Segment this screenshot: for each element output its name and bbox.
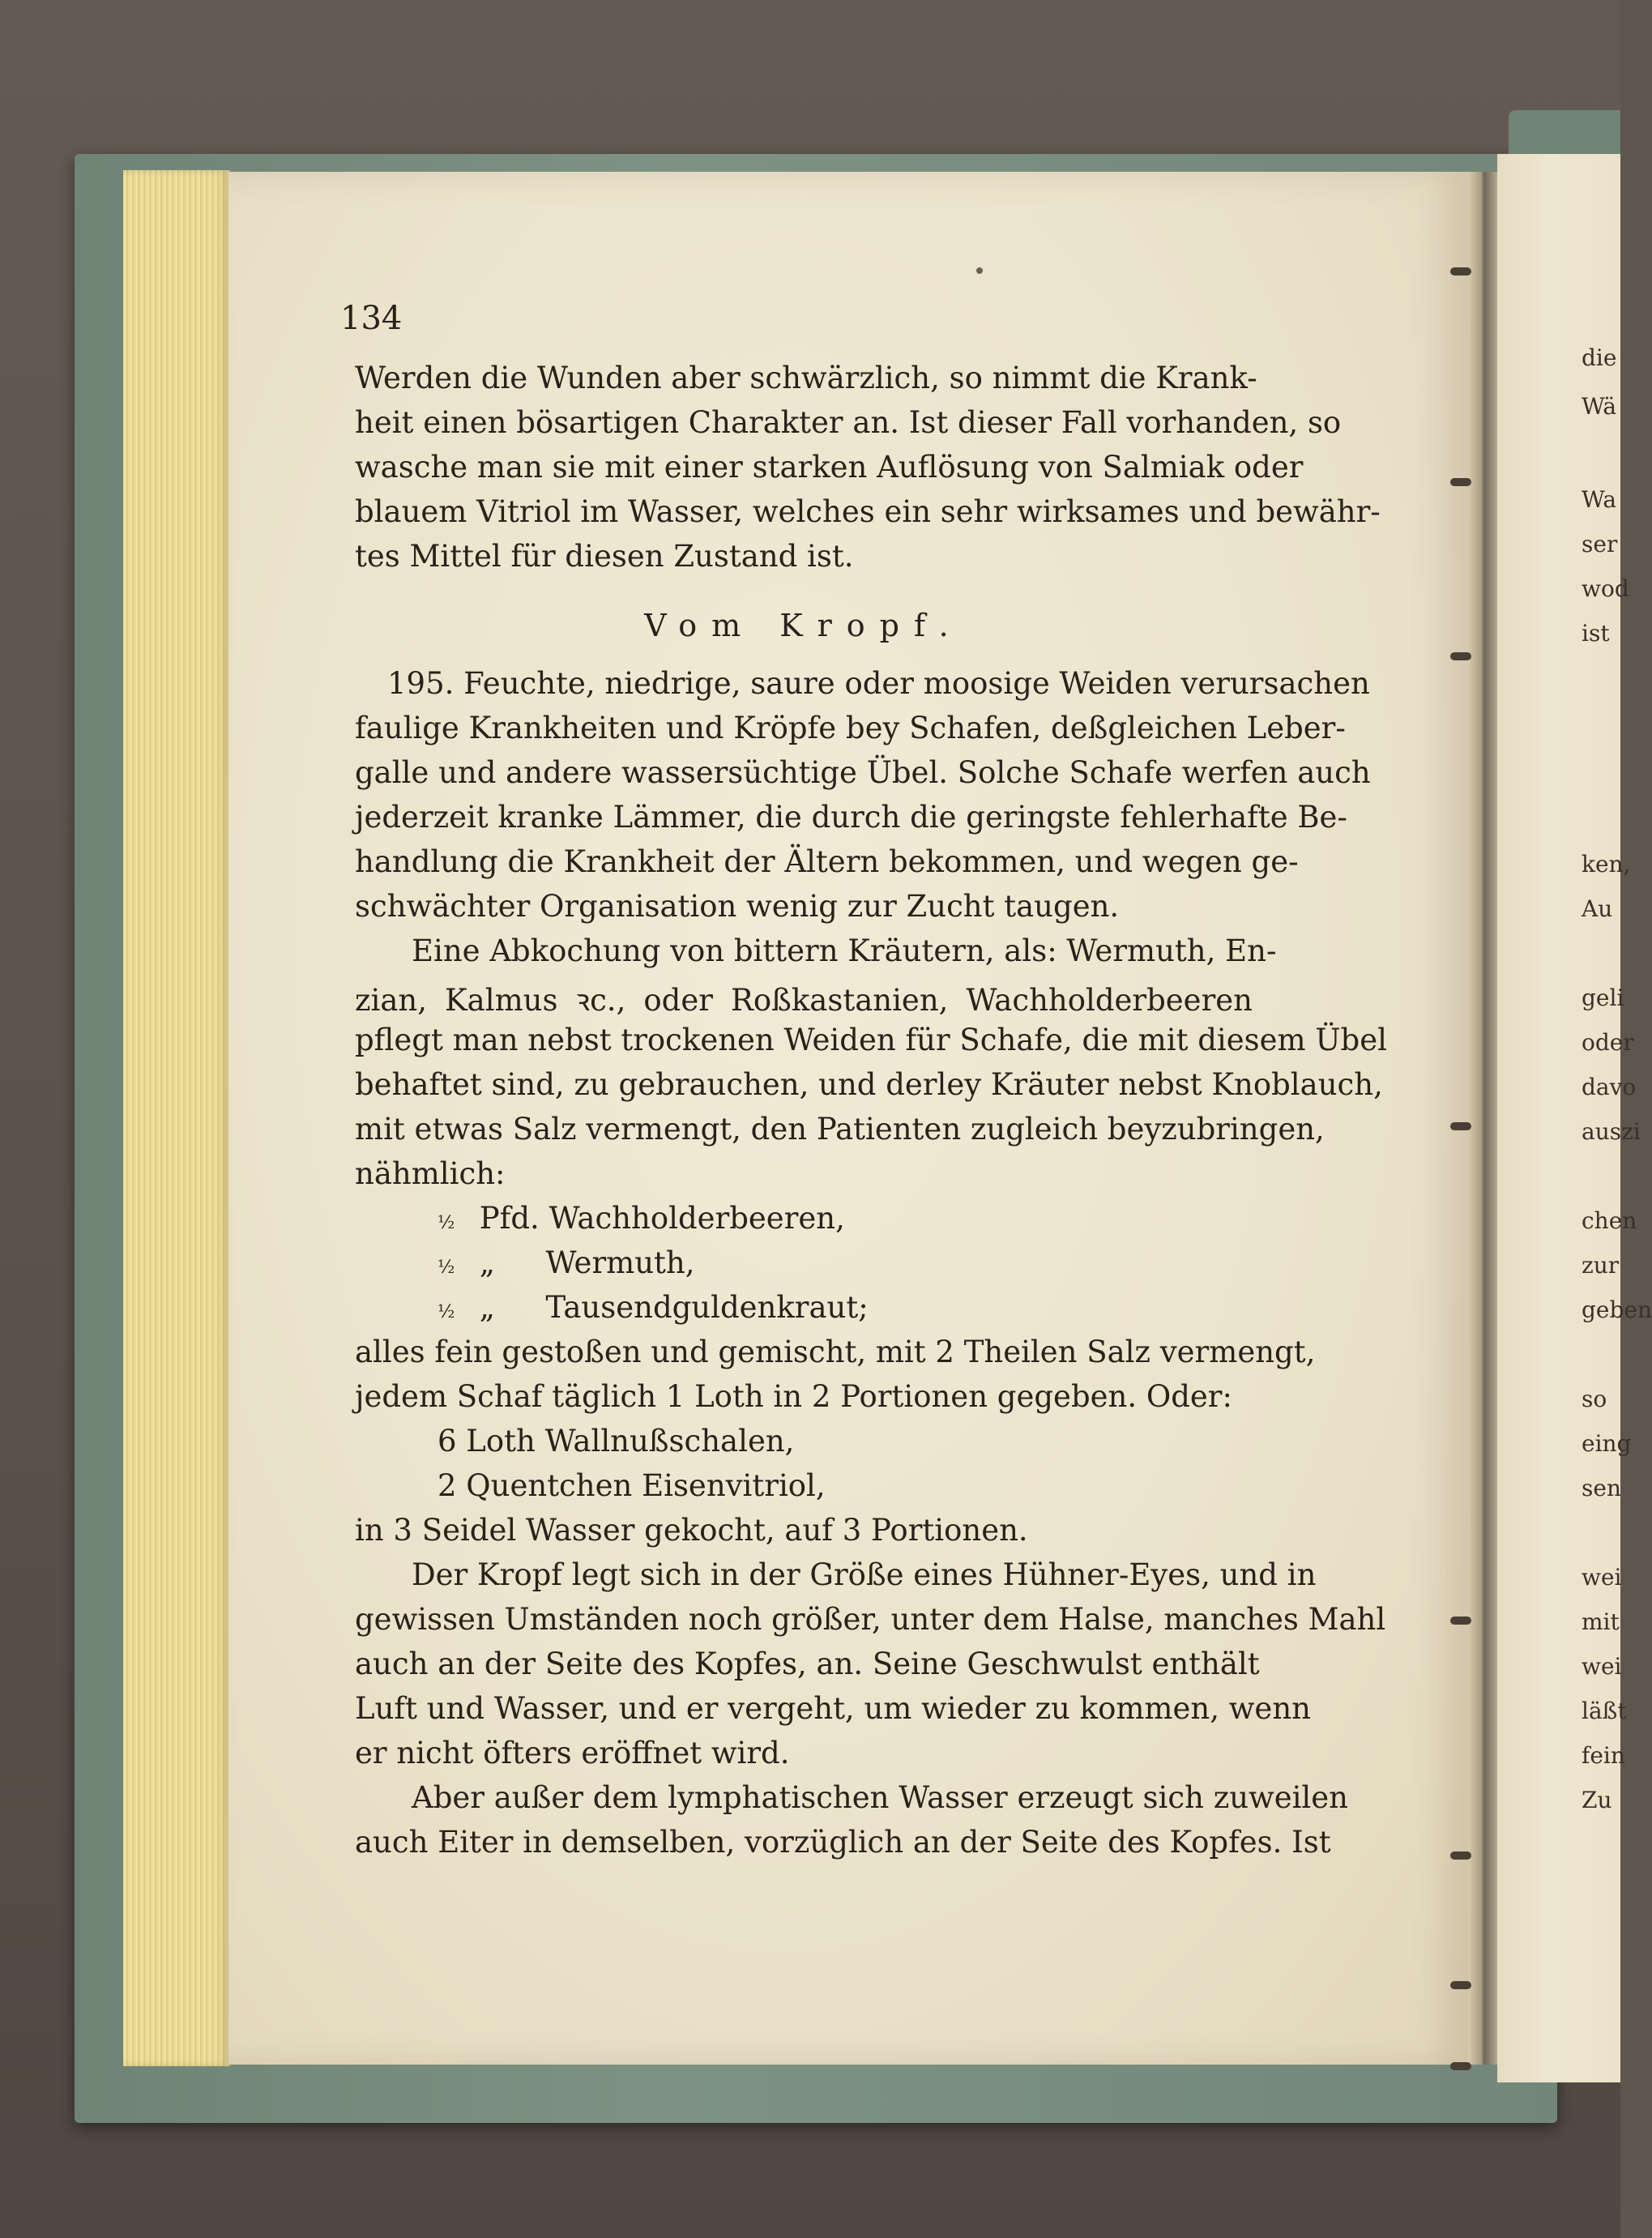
opposite-page-fragment: eing bbox=[1582, 1430, 1632, 1457]
opposite-page-fragment: auszi bbox=[1582, 1118, 1641, 1145]
opposite-page-fragment: fein bbox=[1582, 1742, 1625, 1769]
fraction: ½ bbox=[438, 1258, 455, 1278]
text-line: blauem Vitriol im Wasser, welches ein sehr wirksames und bewähr- bbox=[355, 494, 1381, 529]
text-line: Werden die Wunden aber schwärzlich, so nimmt die Krank- bbox=[355, 361, 1257, 395]
ingredient-name: Wermuth, bbox=[545, 1245, 695, 1280]
opposite-page-fragment: geli bbox=[1582, 984, 1624, 1011]
book-gutter bbox=[1468, 172, 1497, 2065]
text-line: auch Eiter in demselben, vorzüglich an der Seite des Kopfes. Ist bbox=[355, 1825, 1331, 1860]
opposite-page-fragment: geben bbox=[1582, 1296, 1652, 1323]
text-line: gewissen Umständen noch größer, unter dem Halse, manches Mahl bbox=[355, 1602, 1386, 1637]
opposite-page-fragment: ken, bbox=[1582, 851, 1631, 878]
text-line: pflegt man nebst trockenen Weiden für Schafe, die mit diesem Übel bbox=[355, 1023, 1387, 1057]
text-line: galle und andere wassersüchtige Übel. Solche Schafe werfen auch bbox=[355, 755, 1371, 790]
text-line: Der Kropf legt sich in der Größe eines Hühner-Eyes, und in bbox=[412, 1557, 1317, 1592]
ditto-mark: „ bbox=[479, 1290, 495, 1325]
text-line: wasche man sie mit einer starken Auflösung von Salmiak oder bbox=[355, 450, 1304, 485]
binding-mark bbox=[1450, 267, 1471, 275]
text-line: mit etwas Salz vermengt, den Patienten zugleich beyzubringen, bbox=[355, 1112, 1325, 1147]
binding-mark bbox=[1450, 2062, 1471, 2070]
opposite-page-fragment: Wa bbox=[1582, 486, 1617, 513]
binding-mark bbox=[1450, 1617, 1471, 1625]
page-edges bbox=[123, 170, 230, 2066]
opposite-page-fragment: ist bbox=[1582, 620, 1610, 647]
text-line: Luft und Wasser, und er vergeht, um wieder zu kommen, wenn bbox=[355, 1691, 1311, 1726]
recipe-item bbox=[438, 1290, 869, 1325]
opposite-page-fragment: oder bbox=[1582, 1029, 1634, 1056]
text-line: Aber außer dem lymphatischen Wasser erzeugt sich zuweilen bbox=[412, 1780, 1348, 1815]
recipe-item: 6 Loth Wallnußschalen, bbox=[438, 1424, 795, 1459]
binding-mark bbox=[1450, 478, 1471, 486]
binding-mark bbox=[1450, 1851, 1471, 1860]
text-line: behaftet sind, zu gebrauchen, und derley Kräuter nebst Knoblauch, bbox=[355, 1067, 1383, 1102]
text-line: handlung die Krankheit der Ältern bekommen, und wegen ge- bbox=[355, 844, 1299, 879]
text-line: zian, Kalmus ꝛc., oder Roßkastanien, Wachholderbeeren bbox=[355, 983, 1253, 1018]
text-line: Eine Abkochung von bittern Kräutern, als: Wermuth, En- bbox=[412, 933, 1277, 968]
opposite-page-fragment: sen bbox=[1582, 1475, 1621, 1501]
text-line: schwächter Organisation wenig zur Zucht taugen. bbox=[355, 889, 1120, 924]
opposite-page-fragment: Au bbox=[1582, 895, 1613, 922]
recipe-item bbox=[438, 1245, 695, 1280]
text-line: heit einen bösartigen Charakter an. Ist dieser Fall vorhanden, so bbox=[355, 405, 1342, 440]
book-cover-right bbox=[1509, 110, 1620, 159]
unit: Pfd. bbox=[479, 1201, 540, 1236]
opposite-page-fragment: mit bbox=[1582, 1608, 1620, 1635]
recipe-item: 2 Quentchen Eisenvitriol, bbox=[438, 1468, 826, 1503]
opposite-page-fragment: chen bbox=[1582, 1207, 1637, 1234]
opposite-page-fragment: läßt bbox=[1582, 1698, 1627, 1724]
text-line: 195. Feuchte, niedrige, saure oder moosige Weiden verursachen bbox=[387, 666, 1370, 701]
ingredient-name: Tausendguldenkraut; bbox=[545, 1290, 869, 1325]
opposite-page-fragment: Zu bbox=[1582, 1787, 1612, 1813]
opposite-page-fragment: die bbox=[1582, 344, 1617, 371]
fraction: ½ bbox=[438, 1302, 455, 1322]
text-line: alles fein gestoßen und gemischt, mit 2 Theilen Salz vermengt, bbox=[355, 1335, 1316, 1369]
paper-speck bbox=[976, 267, 983, 274]
binding-mark bbox=[1450, 1122, 1471, 1130]
ditto-mark: „ bbox=[479, 1245, 495, 1280]
opposite-page-fragment: Wä bbox=[1582, 393, 1617, 420]
text-line: tes Mittel für diesen Zustand ist. bbox=[355, 539, 854, 574]
page-number: 134 bbox=[340, 300, 403, 337]
text-line: jedem Schaf täglich 1 Loth in 2 Portionen gegeben. Oder: bbox=[355, 1379, 1232, 1414]
opposite-page-fragment: so bbox=[1582, 1386, 1607, 1412]
opposite-page-fragment: davo bbox=[1582, 1074, 1637, 1100]
text-line: auch an der Seite des Kopfes, an. Seine Geschwulst enthält bbox=[355, 1646, 1260, 1681]
opposite-page-fragment: wod bbox=[1582, 575, 1629, 602]
binding-mark bbox=[1450, 1981, 1471, 1989]
opposite-page-fragment: zur bbox=[1582, 1252, 1620, 1279]
text-line: jederzeit kranke Lämmer, die durch die geringste fehlerhafte Be- bbox=[355, 800, 1347, 835]
opposite-page-fragment: wei bbox=[1582, 1653, 1622, 1680]
text-line: faulige Krankheiten und Kröpfe bey Schafen, deßgleichen Leber- bbox=[355, 711, 1346, 745]
binding-mark bbox=[1450, 652, 1471, 660]
fraction: ½ bbox=[438, 1213, 455, 1233]
opposite-page-fragment: wei bbox=[1582, 1564, 1622, 1591]
text-line: er nicht öfters eröffnet wird. bbox=[355, 1736, 790, 1770]
recipe-item bbox=[438, 1201, 845, 1236]
opposite-page-fragment: ser bbox=[1582, 531, 1618, 557]
text-line: in 3 Seidel Wasser gekocht, auf 3 Portionen. bbox=[355, 1513, 1028, 1548]
ingredient-name: Wachholderbeeren, bbox=[549, 1201, 845, 1236]
section-heading: Vom Kropf. bbox=[644, 608, 963, 643]
text-line: nähmlich: bbox=[355, 1156, 506, 1191]
